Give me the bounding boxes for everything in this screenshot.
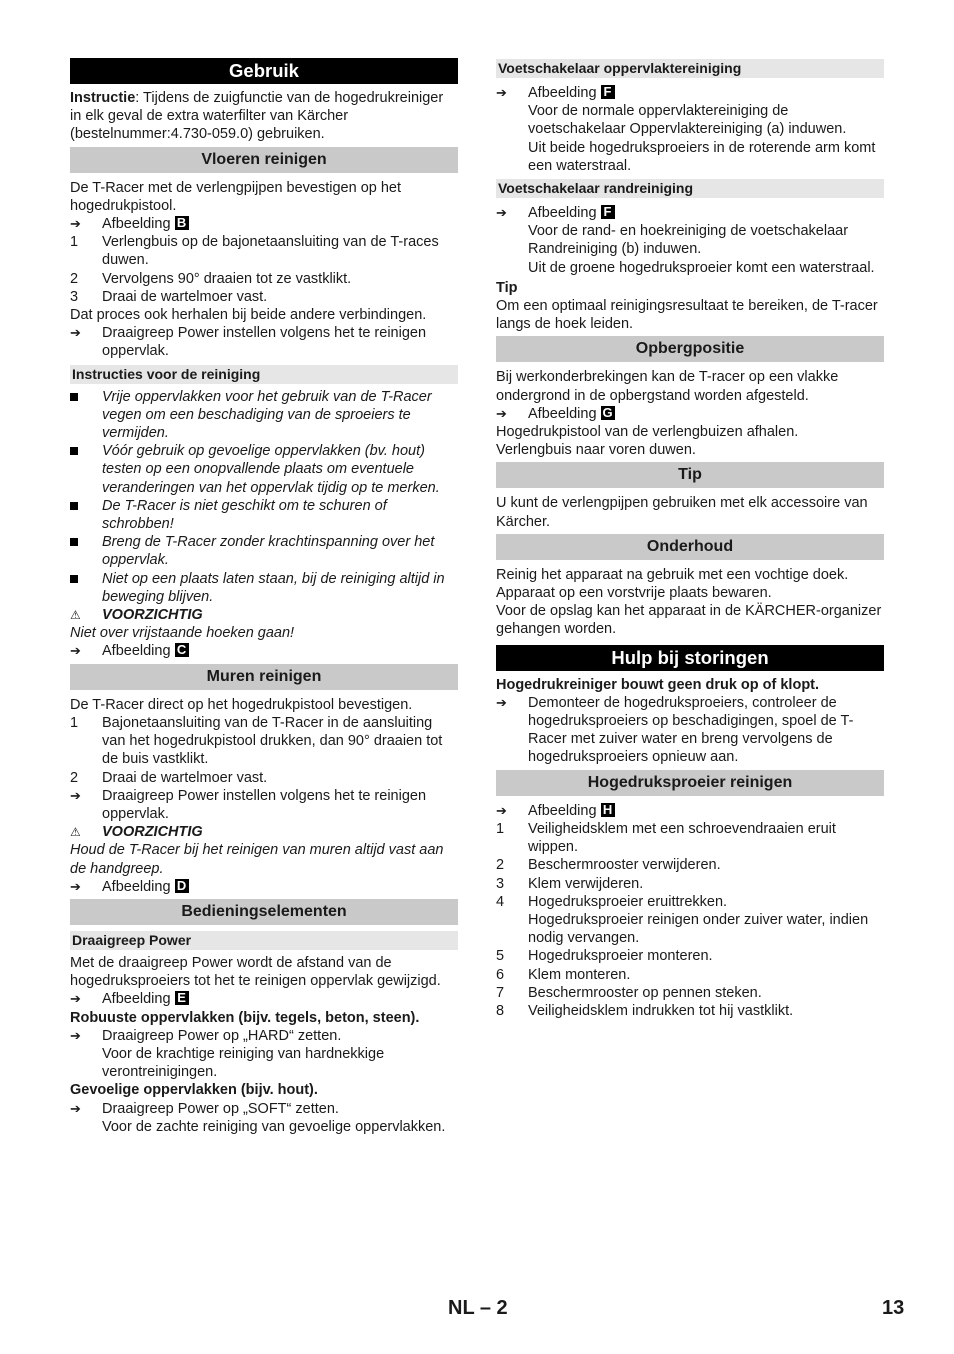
figure-letter-badge: C	[175, 643, 189, 657]
step-number	[496, 911, 528, 947]
step-number: 8	[496, 1002, 505, 1019]
figure-ref: ➔ Afbeelding B	[70, 215, 458, 233]
warning-label-row: ⚠ VOORZICHTIG	[70, 824, 203, 841]
action-step: ➔ Draaigreep Power op „HARD“ zetten.	[70, 1027, 342, 1044]
tip-paragraph: U kunt de verlengpijpen gebruiken met elk accessoire van Kärcher.	[496, 495, 868, 530]
bullet-item	[70, 497, 458, 533]
step-text: Hogedruksproeier reinigen onder zuiver water, indien nodig vervangen.	[528, 911, 869, 947]
arrow-right-icon: ➔	[70, 1027, 81, 1043]
step-text: Veiligheidsklem met een schroevendraaien eruit wippen.	[528, 820, 836, 856]
numbered-step	[70, 288, 458, 306]
bedien-intro: Met de draaigreep Power wordt de afstand van de hogedruksproeiers tot het te reinigen oppervlak gewijzigd.	[70, 954, 441, 990]
step-number: 2	[70, 270, 79, 287]
figure-letter-badge: F	[601, 205, 615, 219]
right-column	[496, 59, 884, 1020]
action-note: Voor de rand- en hoekreiniging de voetschakelaar Randreiniging (b) induwen.	[528, 223, 849, 258]
step-text: Veiligheidsklem indrukken tot hij vastklikt.	[528, 1002, 794, 1019]
step-number: 5	[496, 948, 505, 965]
instructies-bullets	[70, 388, 458, 606]
opberg-step: Hogedrukpistool van de verlengbuizen afhalen.	[496, 424, 799, 441]
numbered-step	[496, 1002, 884, 1020]
muren-steps	[70, 714, 458, 787]
action-note: Uit beide hogedruksproeiers in de roterende arm komt een waterstraal.	[528, 139, 876, 174]
warning-triangle-icon: ⚠	[70, 825, 81, 840]
left-column	[70, 58, 458, 1136]
action-note: Uit de groene hogedruksproeier komt een waterstraal.	[528, 259, 875, 276]
step-number: 1	[70, 714, 79, 731]
square-bullet-icon	[70, 575, 78, 583]
vloeren-steps	[70, 233, 458, 306]
step-text: Bajonetaansluiting van de T-Racer in de aansluiting van het hogedrukpistool drukken, dan 90° draaien tot de buis vastklikt.	[102, 714, 443, 768]
repeat-note: Dat proces ook herhalen bij beide andere verbindingen.	[70, 307, 427, 324]
bullet-text: Vrije oppervlakken voor het gebruik van de T-Racer vegen om een beschadiging van de sproeiers te vermijden.	[102, 388, 432, 442]
section-heading-vloeren: Vloeren reinigen	[70, 147, 458, 173]
figure-ref: ➔ Afbeelding D	[70, 878, 458, 896]
subheading-rand: Voetschakelaar randreiniging	[496, 179, 884, 198]
square-bullet-icon	[70, 502, 78, 510]
step-number: 2	[496, 857, 505, 874]
numbered-step	[496, 820, 884, 856]
step-number: 3	[496, 875, 505, 892]
arrow-right-icon: ➔	[70, 216, 81, 232]
footer-language-page: NL – 2	[448, 1297, 508, 1319]
instruction-paragraph	[70, 89, 458, 144]
opberg-step: Verlengbuis naar voren duwen.	[496, 442, 696, 459]
numbered-step	[496, 856, 884, 874]
step-number: 7	[496, 984, 505, 1001]
arrow-right-icon: ➔	[496, 802, 507, 818]
footer-page-number: 13	[882, 1297, 905, 1319]
onderhoud-line: Apparaat op een vorstvrije plaats bewaren.	[496, 585, 772, 602]
warning-triangle-icon: ⚠	[70, 608, 81, 623]
step-text: Vervolgens 90° draaien tot ze vastklikt.	[102, 270, 352, 287]
section-heading-muren: Muren reinigen	[70, 664, 458, 690]
step-number: 1	[496, 820, 505, 837]
warning-text: Niet over vrijstaande hoeken gaan!	[70, 625, 295, 642]
figure-ref: ➔ Afbeelding H	[496, 802, 884, 820]
arrow-right-icon: ➔	[70, 878, 81, 894]
bullet-text: Breng de T-Racer zonder krachtinspanning over het oppervlak.	[102, 534, 435, 569]
section-heading-opberg: Opbergpositie	[496, 336, 884, 362]
numbered-step	[496, 911, 884, 947]
action-step: ➔ Demonteer de hogedruksproeiers, controleer de hogedruksproeiers op beschadigingen, spoel de T-Racer met zuiver water en breng vervolgens de hogedruksproeiers opnieuw aan.	[496, 694, 854, 766]
step-text: Beschermrooster verwijderen.	[528, 857, 721, 874]
sproeier-steps	[496, 820, 884, 1020]
step-number: 2	[70, 769, 79, 786]
step-text: Hogedruksproeier monteren.	[528, 948, 713, 965]
robust-heading: Robuuste oppervlakken (bijv. tegels, beton, steen).	[70, 1009, 420, 1026]
step-text: Hogedruksproeier eruittrekken.	[528, 893, 728, 910]
step-text: Klem monteren.	[528, 966, 631, 983]
subheading-oppervlakte: Voetschakelaar oppervlaktereiniging	[496, 59, 884, 78]
numbered-step	[496, 893, 884, 911]
arrow-right-icon: ➔	[70, 325, 81, 341]
figure-letter-badge: G	[602, 404, 613, 420]
bullet-text: Niet op een plaats laten staan, bij de reiniging altijd in beweging blijven.	[102, 570, 445, 605]
bullet-text: De T-Racer is niet geschikt om te schuren of schrobben!	[102, 497, 387, 533]
step-text: Klem verwijderen.	[528, 875, 644, 892]
arrow-right-icon: ➔	[70, 787, 81, 803]
arrow-right-icon: ➔	[70, 1100, 81, 1116]
bullet-item	[70, 388, 458, 443]
action-note: Voor de krachtige reiniging van hardnekkige verontreinigingen.	[102, 1045, 385, 1081]
figure-ref: ➔ Afbeelding G	[496, 404, 613, 422]
square-bullet-icon	[70, 447, 78, 455]
step-number: 3	[70, 288, 79, 305]
tip-label: Tip	[496, 279, 518, 296]
numbered-step	[496, 947, 884, 965]
figure-letter-badge: H	[601, 803, 615, 817]
section-heading-tip: Tip	[496, 462, 884, 488]
onderhoud-line: Voor de opslag kan het apparaat in de KÄRCHER-organizer gehangen worden.	[496, 603, 882, 638]
opberg-text: Bij werkonderbrekingen kan de T-racer op een vlakke ondergrond in de opbergstand worden afgesteld.	[496, 369, 839, 404]
subheading-instructies: Instructies voor de reiniging	[70, 365, 458, 384]
bullet-item	[70, 533, 458, 569]
subheading-draaigreep: Draaigreep Power	[70, 931, 458, 950]
action-step: ➔ Draaigreep Power op „SOFT“ zetten.	[70, 1100, 339, 1117]
section-heading-sproeier: Hogedruksproeier reinigen	[496, 770, 884, 796]
instruction-text: : Tijdens de zuigfunctie van de hogedrukreiniger in elk geval de extra waterfilter van Kärcher (bestelnummer:4.730-059.0) gebruiken.	[70, 90, 444, 143]
arrow-right-icon: ➔	[496, 405, 507, 421]
section-heading-hulp: Hulp bij storingen	[496, 645, 884, 671]
numbered-step	[496, 966, 884, 984]
bullet-text: Vóór gebruik op gevoelige oppervlakken (bv. hout) testen op een onopvallende plaats om eventuele veranderingen van het oppervlak tijdig op te merken.	[102, 443, 440, 496]
figure-ref: ➔ Afbeelding F	[496, 204, 884, 222]
arrow-right-icon: ➔	[496, 85, 507, 100]
figure-ref: ➔ Afbeelding E	[70, 990, 458, 1008]
step-number: 1	[70, 234, 79, 251]
step-text: Draai de wartelmoer vast.	[102, 288, 268, 305]
numbered-step	[70, 769, 458, 787]
arrow-right-icon: ➔	[496, 694, 507, 710]
section-heading-onderhoud: Onderhoud	[496, 534, 884, 560]
action-step: ➔ Draaigreep Power instellen volgens het te reinigen oppervlak.	[70, 787, 427, 822]
action-note: Voor de zachte reiniging van gevoelige oppervlakken.	[102, 1118, 446, 1135]
figure-letter-badge: D	[175, 879, 189, 893]
vloeren-intro: De T-Racer met de verlengpijpen bevestigen op het hogedrukpistool.	[70, 179, 402, 214]
muren-intro: De T-Racer direct op het hogedrukpistool bevestigen.	[70, 696, 413, 713]
step-text: Draai de wartelmoer vast.	[102, 769, 268, 786]
storing-question: Hogedrukreiniger bouwt geen druk op of klopt.	[496, 676, 820, 693]
square-bullet-icon	[70, 538, 78, 546]
step-number: 4	[496, 893, 505, 910]
bullet-item	[70, 570, 458, 606]
step-text: Verlengbuis op de bajonetaansluiting van de T-races duwen.	[102, 234, 439, 269]
bullet-item	[70, 442, 458, 497]
arrow-right-icon: ➔	[70, 643, 81, 659]
step-number: 6	[496, 966, 505, 983]
square-bullet-icon	[70, 393, 78, 401]
warning-text: Houd de T-Racer bij het reinigen van muren altijd vast aan de handgreep.	[70, 842, 444, 877]
gevoel-heading: Gevoelige oppervlakken (bijv. hout).	[70, 1082, 318, 1099]
numbered-step	[70, 233, 458, 269]
figure-ref: ➔ Afbeelding C	[70, 642, 458, 660]
step-text: Beschermrooster op pennen steken.	[528, 984, 762, 1001]
onderhoud-line: Reinig het apparaat na gebruik met een vochtige doek.	[496, 566, 849, 583]
numbered-step	[70, 714, 458, 769]
figure-letter-badge: F	[601, 85, 615, 99]
instruction-label: Instructie	[70, 90, 136, 106]
figure-letter-badge: B	[175, 216, 189, 230]
numbered-step	[496, 875, 884, 893]
arrow-right-icon: ➔	[496, 205, 507, 221]
arrow-right-icon: ➔	[70, 991, 81, 1007]
section-heading-bedien: Bedieningselementen	[70, 899, 458, 925]
action-step: ➔ Draaigreep Power instellen volgens het te reinigen oppervlak.	[70, 325, 427, 360]
figure-letter-badge: E	[175, 991, 189, 1005]
figure-ref: ➔ Afbeelding F	[496, 84, 884, 102]
numbered-step	[496, 984, 884, 1002]
numbered-step	[70, 270, 458, 288]
warning-label-row: ⚠ VOORZICHTIG	[70, 607, 203, 624]
section-heading-gebruik: Gebruik	[70, 58, 458, 84]
action-note: Voor de normale oppervlaktereiniging de voetschakelaar Oppervlaktereiniging (a) induwen.	[528, 103, 847, 138]
tip-text: Om een optimaal reinigingsresultaat te bereiken, de T-racer langs de hoek leiden.	[496, 298, 878, 333]
